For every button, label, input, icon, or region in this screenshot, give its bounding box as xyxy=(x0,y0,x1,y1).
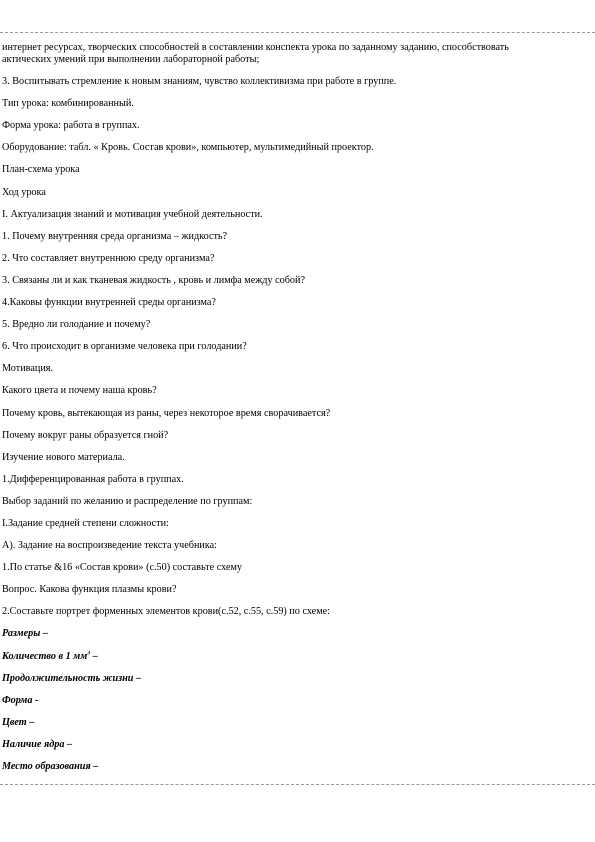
motivation-question-2: Почему кровь, вытекающая из раны, через некоторое время сворачивается? xyxy=(2,407,331,419)
group-work: 1.Дифференцированная работа в группах. xyxy=(2,473,184,485)
lesson-type: Тип урока: комбинированный. xyxy=(2,98,134,110)
dashed-separator-bottom xyxy=(0,784,595,785)
text-line: актических умений при выполнении лабораторной работы; xyxy=(2,54,260,65)
lesson-progress-heading: Ход урока xyxy=(2,186,46,198)
motivation-heading: Мотивация. xyxy=(2,363,54,375)
plan-heading: План-схема урока xyxy=(2,164,80,176)
field-size: Размеры – xyxy=(2,628,48,640)
task-a-question: Вопрос. Какова функция плазмы крови? xyxy=(2,584,177,596)
motivation-question-1: Какого цвета и почему наша кровь? xyxy=(2,385,157,397)
field-count-text: Количество в 1 мм xyxy=(2,650,88,662)
task-a-1: 1.По статье &16 «Состав крови» (с.50) составьте схему xyxy=(2,562,243,574)
section-actualization: I. Актуализация знаний и мотивация учебной деятельности. xyxy=(2,208,263,220)
dashed-separator-top xyxy=(0,32,595,33)
question-1: 1. Почему внутренняя среда организма – жидкость? xyxy=(2,230,228,242)
question-4: 4.Каковы функции внутренней среды организма? xyxy=(2,297,216,309)
field-shape: Форма - xyxy=(2,694,39,706)
field-color: Цвет – xyxy=(2,716,35,728)
new-material-heading: Изучение нового материала. xyxy=(2,451,125,463)
field-count xyxy=(0,651,595,663)
task-level-medium: I.Задание средней степени сложности: xyxy=(2,517,169,529)
task-a-2: 2.Составьте портрет форменных элементов крови(с.52, с.55, с.59) по схеме: xyxy=(2,606,330,618)
superscript: 3 xyxy=(87,650,91,657)
paragraph-goals-continued xyxy=(0,42,595,66)
goal-3: 3. Воспитывать стремление к новым знаниям, чувство коллективизма при работе в группе. xyxy=(2,76,397,88)
equipment: Оборудование: табл. « Кровь. Состав крови», компьютер, мультимедийный проектор. xyxy=(2,142,374,154)
question-6: 6. Что происходит в организме человека при голодании? xyxy=(2,341,247,353)
lesson-form: Форма урока: работа в группах. xyxy=(2,120,140,132)
field-count-dash: – xyxy=(90,650,98,662)
task-selection: Выбор заданий по желанию и распределение по группам: xyxy=(2,495,253,507)
question-3: 3. Связаны ли и как тканевая жидкость , кровь и лимфа между собой? xyxy=(2,274,306,286)
field-origin: Место образования – xyxy=(2,761,99,772)
text-line: интернет ресурсах, творческих способностей в составлении конспекта урока по заданному заданию, способствовать xyxy=(2,42,509,53)
field-nucleus: Наличие ядра – xyxy=(2,738,73,750)
question-5: 5. Вредно ли голодание и почему? xyxy=(2,319,151,331)
task-a: А). Задание на воспроизведение текста учебника: xyxy=(2,540,218,552)
field-lifespan: Продолжительность жизни – xyxy=(2,672,142,684)
question-2: 2. Что составляет внутреннюю среду организма? xyxy=(2,252,215,264)
document-body xyxy=(0,42,595,773)
motivation-question-3: Почему вокруг раны образуется гной? xyxy=(2,429,169,441)
